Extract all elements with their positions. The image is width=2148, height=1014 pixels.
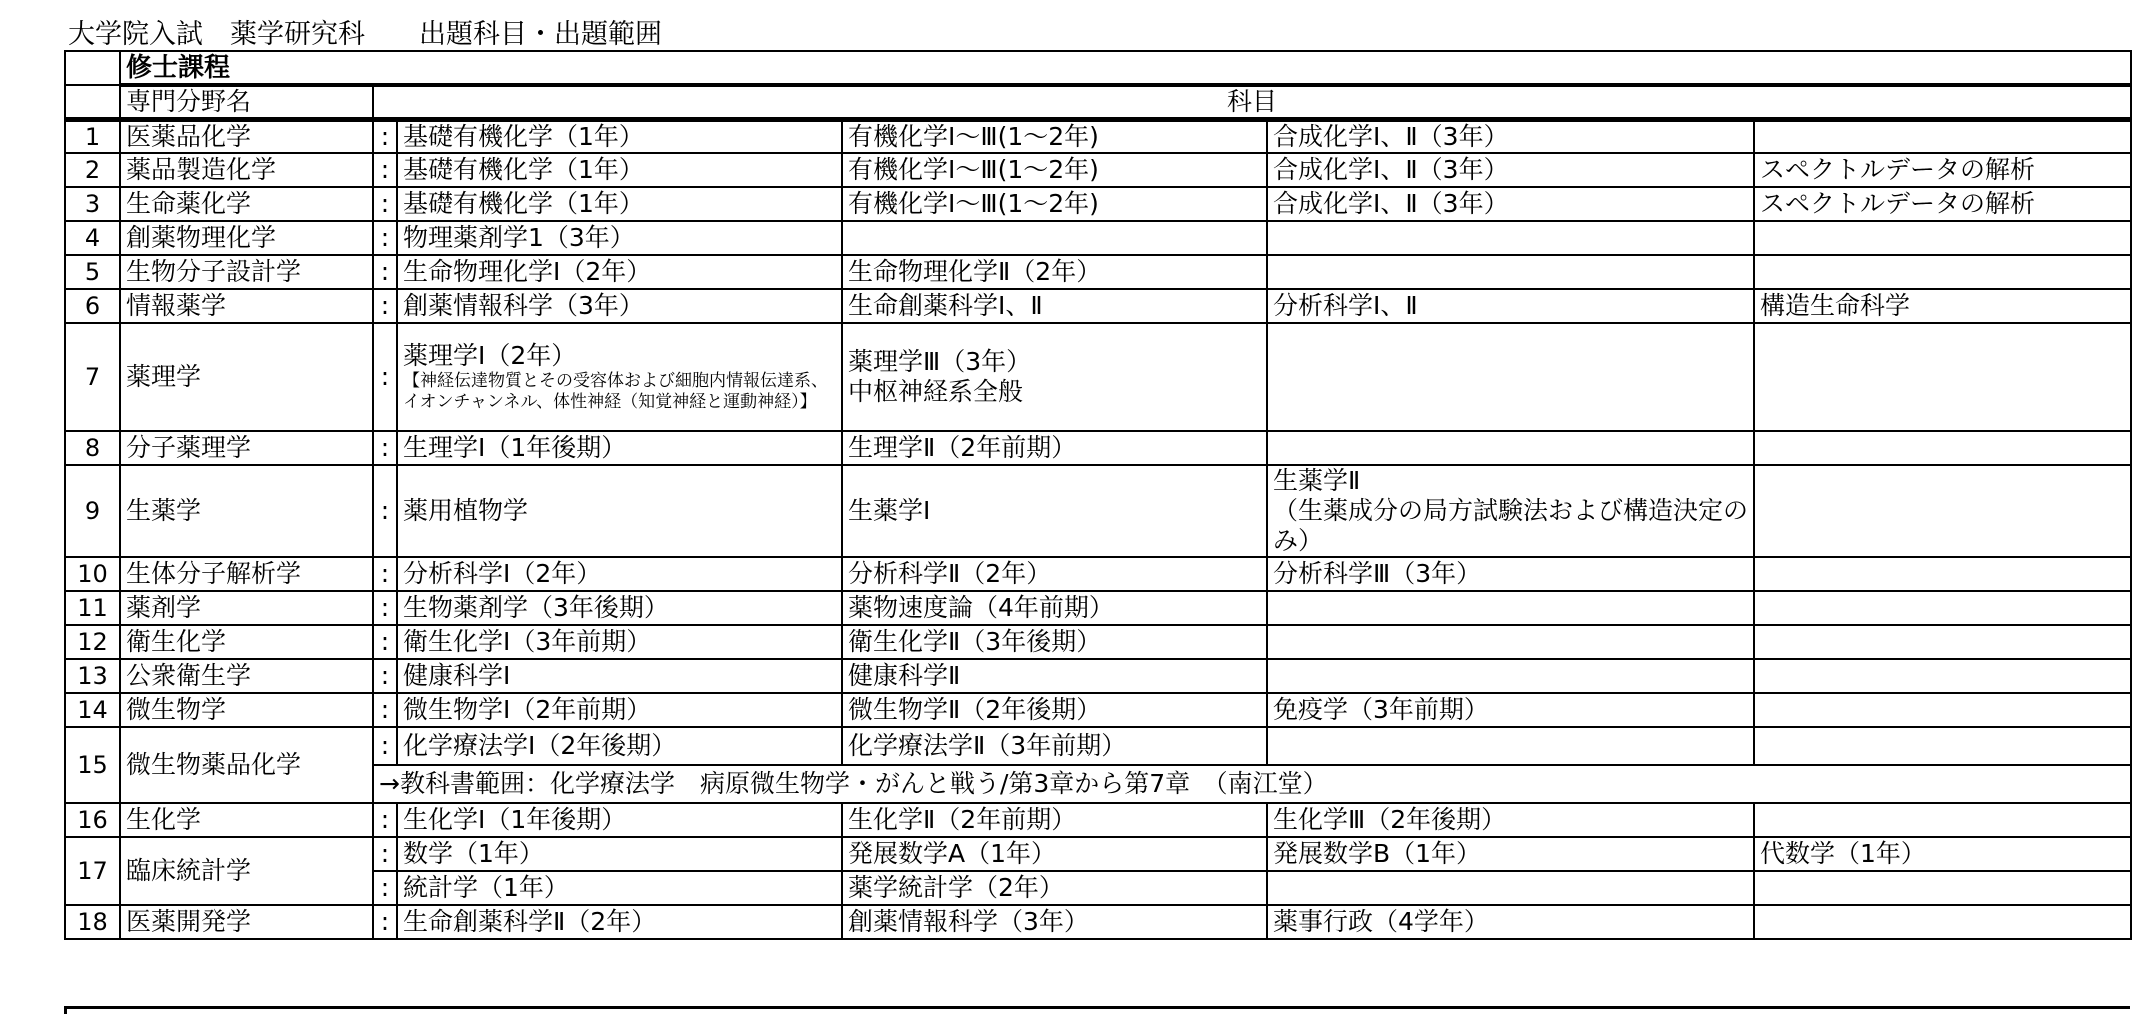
exam-subjects-table bbox=[64, 50, 2132, 940]
subject-cell: 化学療法学Ⅰ（2年後期） bbox=[397, 727, 842, 765]
subject-cell: 有機化学Ⅰ～Ⅲ(1～2年) bbox=[842, 119, 1267, 153]
subject-cell: 生命物理化学Ⅰ（2年） bbox=[397, 255, 842, 289]
table-row bbox=[65, 625, 2131, 659]
table-row bbox=[65, 323, 2131, 431]
row-number: 6 bbox=[65, 289, 120, 323]
field-name: 臨床統計学 bbox=[120, 837, 373, 905]
subject-cell: 健康科学Ⅰ bbox=[397, 659, 842, 693]
row-number: 15 bbox=[65, 727, 120, 803]
subject-cell: スペクトルデータの解析 bbox=[1754, 187, 2131, 221]
subject-cell: 代数学（1年） bbox=[1754, 837, 2131, 871]
colon: : bbox=[373, 591, 397, 625]
field-name: 医薬開発学 bbox=[120, 905, 373, 939]
table-row bbox=[65, 119, 2131, 153]
table-row-continuation bbox=[65, 765, 2131, 803]
colon: : bbox=[373, 119, 397, 153]
table-row bbox=[65, 693, 2131, 727]
subject-main: 薬理学Ⅰ（2年） bbox=[403, 341, 577, 370]
subject-main: 薬理学Ⅲ（3年） bbox=[848, 347, 1032, 376]
colon: : bbox=[373, 693, 397, 727]
subject-cell: 分析科学Ⅰ、Ⅱ bbox=[1267, 289, 1754, 323]
row-number: 2 bbox=[65, 153, 120, 187]
row-number: 8 bbox=[65, 431, 120, 465]
subject-cell bbox=[1267, 591, 1754, 625]
subject-cell bbox=[842, 221, 1267, 255]
subject-cell: 薬事行政（4学年） bbox=[1267, 905, 1754, 939]
subject-cell: 生薬学Ⅰ bbox=[842, 465, 1267, 557]
field-name: 生物分子設計学 bbox=[120, 255, 373, 289]
row-number: 16 bbox=[65, 803, 120, 837]
subject-cell: 生理学Ⅰ（1年後期） bbox=[397, 431, 842, 465]
subject-cell: 薬物速度論（4年前期） bbox=[842, 591, 1267, 625]
table-row bbox=[65, 659, 2131, 693]
subject-cell: 基礎有機化学（1年） bbox=[397, 119, 842, 153]
table-row bbox=[65, 803, 2131, 837]
subject-cell bbox=[1754, 591, 2131, 625]
subject-cell: 薬用植物学 bbox=[397, 465, 842, 557]
subject-cell: 生化学Ⅰ（1年後期） bbox=[397, 803, 842, 837]
subject-cell bbox=[1267, 727, 1754, 765]
row-number: 3 bbox=[65, 187, 120, 221]
subject-cell: 薬学統計学（2年） bbox=[842, 871, 1267, 905]
table-row bbox=[65, 591, 2131, 625]
subject-scope: 中枢神経系全般 bbox=[848, 377, 1024, 406]
row-number: 17 bbox=[65, 837, 120, 905]
subject-cell: 発展数学B（1年） bbox=[1267, 837, 1754, 871]
subject-cell bbox=[1754, 659, 2131, 693]
row-number: 13 bbox=[65, 659, 120, 693]
subject-cell: 有機化学Ⅰ～Ⅲ(1～2年) bbox=[842, 153, 1267, 187]
field-name: 薬品製造化学 bbox=[120, 153, 373, 187]
subject-cell bbox=[1267, 221, 1754, 255]
subject-cell: 創薬情報科学（3年） bbox=[842, 905, 1267, 939]
subject-cell: 構造生命科学 bbox=[1754, 289, 2131, 323]
subject-cell bbox=[1754, 727, 2131, 765]
subject-cell: 衛生化学Ⅰ（3年前期） bbox=[397, 625, 842, 659]
table-row bbox=[65, 289, 2131, 323]
table-row bbox=[65, 431, 2131, 465]
subject-main: 生薬学Ⅱ bbox=[1273, 466, 1361, 495]
table-bottom-border bbox=[64, 1006, 2130, 1014]
header-row bbox=[65, 85, 2131, 119]
table-row bbox=[65, 153, 2131, 187]
subject-cell bbox=[1267, 871, 1754, 905]
subject-cell: 分析科学Ⅱ（2年） bbox=[842, 557, 1267, 591]
subject-cell bbox=[1754, 871, 2131, 905]
field-name: 生薬学 bbox=[120, 465, 373, 557]
colon: : bbox=[373, 255, 397, 289]
subject-scope: （生薬成分の局方試験法および構造決定のみ） bbox=[1273, 496, 1749, 555]
subject-cell: 基礎有機化学（1年） bbox=[397, 153, 842, 187]
subject-cell bbox=[1267, 323, 1754, 431]
subject-cell: スペクトルデータの解析 bbox=[1754, 153, 2131, 187]
table-row bbox=[65, 837, 2131, 871]
row-number: 4 bbox=[65, 221, 120, 255]
subject-cell: 化学療法学Ⅱ（3年前期） bbox=[842, 727, 1267, 765]
field-name: 微生物薬品化学 bbox=[120, 727, 373, 803]
subject-cell: 衛生化学Ⅱ（3年後期） bbox=[842, 625, 1267, 659]
colon: : bbox=[373, 221, 397, 255]
subject-cell: 創薬情報科学（3年） bbox=[397, 289, 842, 323]
row-number: 11 bbox=[65, 591, 120, 625]
subject-cell: 生化学Ⅱ（2年前期） bbox=[842, 803, 1267, 837]
colon: : bbox=[373, 625, 397, 659]
subject-cell: 分析科学Ⅲ（3年） bbox=[1267, 557, 1754, 591]
field-name: 生体分子解析学 bbox=[120, 557, 373, 591]
table-row bbox=[65, 221, 2131, 255]
subject-cell bbox=[842, 323, 1267, 431]
subject-cell bbox=[1754, 323, 2131, 431]
row-number: 1 bbox=[65, 119, 120, 153]
subject-cell bbox=[1754, 119, 2131, 153]
subject-cell: 免疫学（3年前期） bbox=[1267, 693, 1754, 727]
colon: : bbox=[373, 431, 397, 465]
corner-cell bbox=[65, 51, 120, 85]
subject-cell: 数学（1年） bbox=[397, 837, 842, 871]
subject-cell: 統計学（1年） bbox=[397, 871, 842, 905]
field-name: 公衆衛生学 bbox=[120, 659, 373, 693]
row-number: 10 bbox=[65, 557, 120, 591]
subject-cell bbox=[1754, 431, 2131, 465]
subject-cell: 基礎有機化学（1年） bbox=[397, 187, 842, 221]
subject-cell bbox=[1267, 659, 1754, 693]
subject-cell: 微生物学Ⅱ（2年後期） bbox=[842, 693, 1267, 727]
textbook-range-note: →教科書範囲：化学療法学 病原微生物学・がんと戦う/第3章から第7章 （南江堂） bbox=[373, 765, 2131, 803]
field-name: 薬理学 bbox=[120, 323, 373, 431]
subject-cell bbox=[397, 323, 842, 431]
subject-cell: 分析科学Ⅰ（2年） bbox=[397, 557, 842, 591]
table-row bbox=[65, 465, 2131, 557]
colon: : bbox=[373, 727, 397, 765]
row-number: 12 bbox=[65, 625, 120, 659]
table-row bbox=[65, 557, 2131, 591]
subject-cell: 生理学Ⅱ（2年前期） bbox=[842, 431, 1267, 465]
row-number: 7 bbox=[65, 323, 120, 431]
subject-cell bbox=[1754, 803, 2131, 837]
subject-cell bbox=[1754, 557, 2131, 591]
subject-cell: 合成化学Ⅰ、Ⅱ（3年） bbox=[1267, 187, 1754, 221]
header-subjects: 科目 bbox=[373, 85, 2131, 119]
table-row-continuation bbox=[65, 871, 2131, 905]
header-field: 専門分野名 bbox=[120, 85, 373, 119]
colon: : bbox=[373, 905, 397, 939]
section-row bbox=[65, 51, 2131, 85]
subject-cell: 有機化学Ⅰ～Ⅲ(1～2年) bbox=[842, 187, 1267, 221]
subject-cell: 生命創薬科学Ⅰ、Ⅱ bbox=[842, 289, 1267, 323]
subject-cell bbox=[1267, 431, 1754, 465]
field-name: 生命薬化学 bbox=[120, 187, 373, 221]
colon: : bbox=[373, 187, 397, 221]
row-number: 9 bbox=[65, 465, 120, 557]
field-name: 薬剤学 bbox=[120, 591, 373, 625]
subject-scope-note: 【神経伝達物質とその受容体および細胞内情報伝達系、 イオンチャンネル、体性神経（知覚神経と運動神経）】 bbox=[403, 371, 828, 412]
subject-cell: 発展数学A（1年） bbox=[842, 837, 1267, 871]
field-name: 生化学 bbox=[120, 803, 373, 837]
subject-cell: 微生物学Ⅰ（2年前期） bbox=[397, 693, 842, 727]
subject-cell bbox=[1754, 465, 2131, 557]
colon: : bbox=[373, 465, 397, 557]
field-name: 医薬品化学 bbox=[120, 119, 373, 153]
field-name: 衛生化学 bbox=[120, 625, 373, 659]
subject-cell: 生物薬剤学（3年後期） bbox=[397, 591, 842, 625]
table-row bbox=[65, 905, 2131, 939]
subject-cell: 合成化学Ⅰ、Ⅱ（3年） bbox=[1267, 119, 1754, 153]
colon: : bbox=[373, 803, 397, 837]
field-name: 微生物学 bbox=[120, 693, 373, 727]
colon: : bbox=[373, 323, 397, 431]
subject-cell: 物理薬剤学1（3年） bbox=[397, 221, 842, 255]
subject-cell bbox=[1754, 693, 2131, 727]
subject-cell: 健康科学Ⅱ bbox=[842, 659, 1267, 693]
colon: : bbox=[373, 837, 397, 871]
subject-cell: 生化学Ⅲ（2年後期） bbox=[1267, 803, 1754, 837]
subject-cell: 合成化学Ⅰ、Ⅱ（3年） bbox=[1267, 153, 1754, 187]
subject-cell bbox=[1754, 625, 2131, 659]
table-row bbox=[65, 255, 2131, 289]
colon: : bbox=[373, 659, 397, 693]
subject-cell bbox=[1754, 255, 2131, 289]
subject-cell bbox=[1267, 465, 1754, 557]
document-title: 大学院入試 薬学研究科 出題科目・出題範囲 bbox=[68, 19, 662, 50]
subject-cell bbox=[1754, 905, 2131, 939]
field-name: 情報薬学 bbox=[120, 289, 373, 323]
colon: : bbox=[373, 557, 397, 591]
subject-cell bbox=[1267, 625, 1754, 659]
row-number: 14 bbox=[65, 693, 120, 727]
section-title: 修士課程 bbox=[120, 51, 2131, 85]
colon: : bbox=[373, 153, 397, 187]
subject-cell bbox=[1267, 255, 1754, 289]
colon: : bbox=[373, 871, 397, 905]
subject-cell: 生命創薬科学Ⅱ（2年） bbox=[397, 905, 842, 939]
table-row bbox=[65, 727, 2131, 765]
subject-cell bbox=[1754, 221, 2131, 255]
field-name: 創薬物理化学 bbox=[120, 221, 373, 255]
colon: : bbox=[373, 289, 397, 323]
field-name: 分子薬理学 bbox=[120, 431, 373, 465]
row-number: 5 bbox=[65, 255, 120, 289]
table-row bbox=[65, 187, 2131, 221]
subject-cell: 生命物理化学Ⅱ（2年） bbox=[842, 255, 1267, 289]
header-num-cell bbox=[65, 85, 120, 119]
row-number: 18 bbox=[65, 905, 120, 939]
